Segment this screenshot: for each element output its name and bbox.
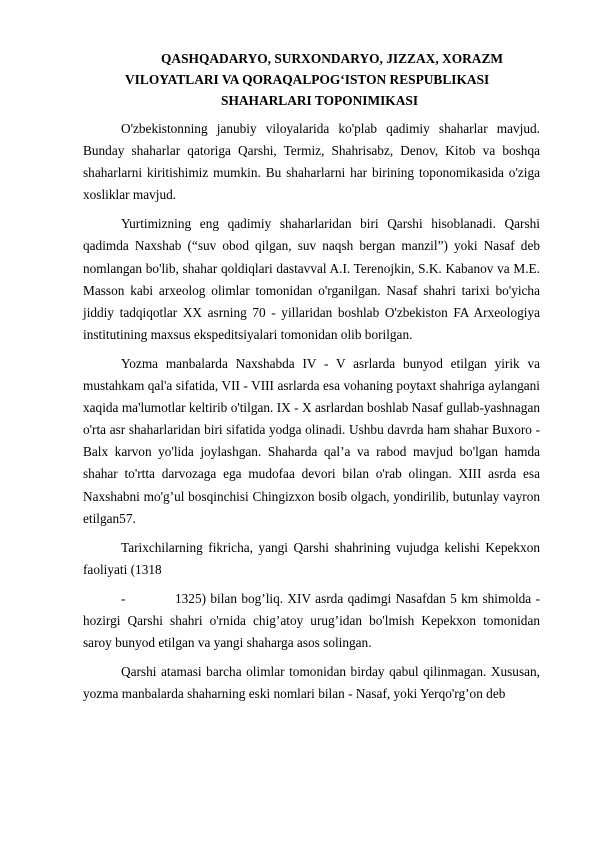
title-line-1: QASHQADARYO, SURXONDARYO, JIZZAX, XORAZM (161, 51, 504, 66)
paragraph-qarshi-term: Qarshi atamasi barcha olimlar tomonidan birday qabul qilinmagan. Xususan, yozma manbalarda shaharning eski nomlari bilan - Nasaf, yoki Yerqo'rg’on deb (83, 664, 540, 702)
paragraph-qarshi-history: Yurtimizning eng qadimiy shaharlaridan biri Qarshi hisoblanadi. Qarshi qadimda Naxshab (“suv obod qilgan, suv naqsh bergan manzil”) yoki Nasaf deb nomlangan bo'lib, shahar qoldiqlari dastavval A.I. Terenojkin, S.K. Kabanov va M.E. Masson kabi arxeolog olimlar tomonidan o'rganilgan. Nasaf shahri tarixi bo'yicha jiddiy tadqiqotlar XX asrning 70 - yillaridan boshlab O'zbekiston FA Arxeologiya institutining maxsus ekspeditsiyalari tomonidan olib borilgan. (83, 216, 540, 342)
paragraph-intro: O'zbekistonning janubiy viloyalarida ko'plab qadimiy shaharlar mavjud. Bunday shaharlar qatoriga Qarshi, Termiz, Shahrisabz, Denov, Kitob va boshqa shaharlarni kiritishimiz mumkin. Bu shaharlarni har birining toponomikasida o'ziga xosliklar mavjud. (83, 121, 540, 203)
list-line-text: 1325) bilan bog’liq. XIV asrda qadimgi Nasafdan 5 km shimolda - hozirgi Qarshi shahri o'rnida chig’atoy urug’idan bo'lmish Kepekxon tomonidan saroy bunyod etilgan va yangi shaharga asos solingan. (83, 590, 540, 651)
paragraph-historians-opinion: Tarixchilarning fikricha, yangi Qarshi shahrining vujudga kelishi Kepekxon faoliyati (1318 (83, 539, 540, 577)
title-line-2: VILOYATLARI VA QORAQALPOG‘ISTON RESPUBLIKASI (125, 72, 490, 87)
title-line-3: SHAHARLARI TOPONIMIKASI (221, 93, 419, 108)
paragraph-written-sources: Yozma manbalarda Naxshabda IV - V asrlarda bunyod etilgan yirik va mustahkam qal'a sifatida, VII - VIII asrlarda esa vohaning poytaxt shahriga aylangani xaqida ma'lumotlar keltirib o'tilgan. IX - X asrlardan boshlab Nasaf gullab-yashnagan o'rta asr shaharlaridan biri sifatida yodga olinadi. Ushbu davrda ham shahar Buxoro - Balx karvon yo'lida joylashgan. Shaharda qal’a va rabod mavjud bo'lgan hamda shahar to'rtta darvozaga ega mudofaa devori bilan o'rab olingan. XIII asrda esa Naxshabni mo'g’ul bosqinchisi Chingizxon bosib olgach, yondirilib, butunlay vayron etilgan57. (83, 355, 540, 526)
document-title (83, 48, 540, 111)
paragraph-kepekxon (83, 588, 540, 654)
list-dash: - (121, 590, 126, 606)
